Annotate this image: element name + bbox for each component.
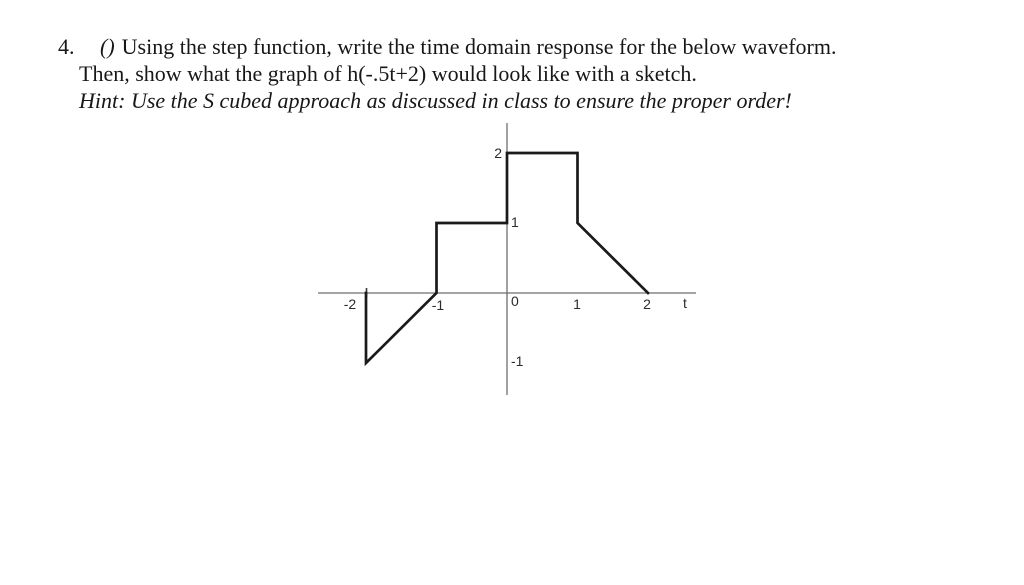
x-tick-label-zero: 0 bbox=[511, 293, 519, 309]
problem-text: Using the step function, write the time domain response for the below waveform. bbox=[121, 34, 837, 59]
waveform-graph bbox=[310, 120, 710, 410]
problem-number: 4. bbox=[58, 34, 75, 59]
problem-line-1 bbox=[58, 33, 836, 60]
x-tick-label-neg2: -2 bbox=[343, 296, 357, 312]
points-marker: () bbox=[100, 34, 115, 59]
t-axis-label: t bbox=[683, 295, 687, 311]
y-tick-label-neg1: -1 bbox=[511, 353, 524, 369]
problem-hint: Hint: Use the S cubed approach as discussed in class to ensure the proper order! bbox=[79, 88, 792, 113]
x-tick-label-neg1: -1 bbox=[431, 297, 445, 313]
x-tick-label-one: 1 bbox=[573, 296, 581, 312]
problem-statement bbox=[58, 33, 836, 114]
x-tick-label-two: 2 bbox=[643, 296, 651, 312]
y-tick-label-two: 2 bbox=[494, 145, 502, 161]
y-tick-label-one: 1 bbox=[511, 214, 519, 230]
problem-line-2: Then, show what the graph of h(-.5t+2) would look like with a sketch. bbox=[79, 61, 697, 86]
